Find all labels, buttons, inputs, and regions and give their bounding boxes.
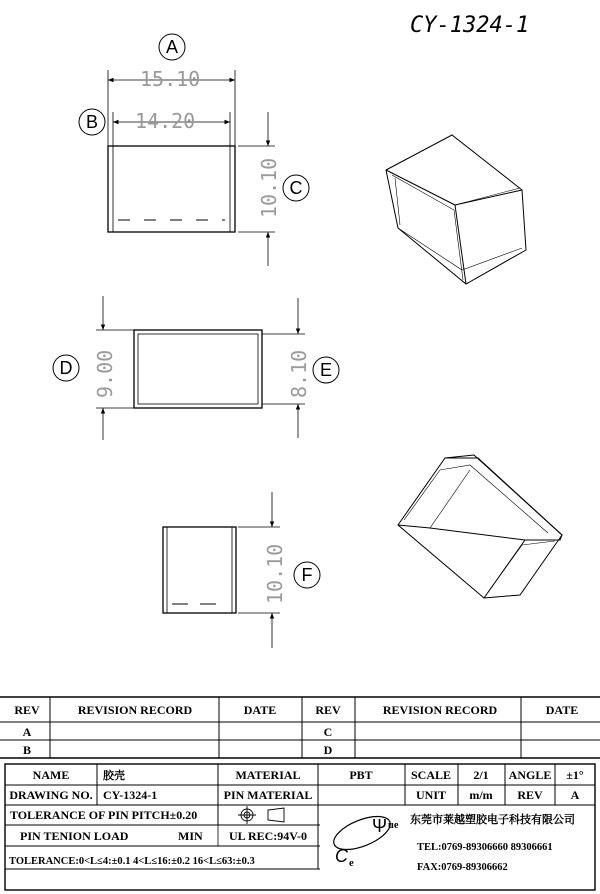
- svg-text:C: C: [289, 178, 303, 198]
- svg-text:F: F: [301, 565, 313, 585]
- dimension-value-f: 10.10: [263, 543, 287, 604]
- tolerance-line: TOLERANCE:0<L≤4:±0.1 4<L≤16:±0.2 16<L≤63:±0.3: [9, 856, 255, 867]
- isometric-view-lower: [398, 455, 562, 598]
- rev-header-date-left: DATE: [243, 703, 277, 717]
- callout-d: [53, 355, 79, 381]
- company-fax: FAX:0769-89306662: [417, 862, 508, 873]
- unit-label: UNIT: [415, 788, 447, 802]
- company-logo: [329, 810, 399, 869]
- angle-label: ANGLE: [508, 768, 552, 782]
- front-view: [93, 296, 311, 440]
- name-value: 胶壳: [103, 769, 125, 782]
- rev-header-record-left: REVISION RECORD: [77, 703, 193, 717]
- unit-value: m/m: [469, 788, 493, 802]
- rev-row-c: C: [323, 725, 333, 739]
- rev-header-record-right: REVISION RECORD: [382, 703, 498, 717]
- callout-b: [79, 109, 105, 135]
- svg-text:A: A: [165, 37, 179, 57]
- scale-value: 2/1: [473, 768, 489, 782]
- svg-text:e: e: [349, 858, 354, 869]
- callout-e: [313, 357, 339, 383]
- svg-text:D: D: [59, 358, 73, 378]
- side-view: [163, 492, 287, 648]
- material-value: PBT: [349, 768, 373, 782]
- pin-tension-load: PIN TENION LOAD: [20, 829, 129, 843]
- ul-rec: UL REC:94V-0: [228, 829, 308, 843]
- dimension-value-b: 14.20: [135, 109, 196, 133]
- pin-material-label: PIN MATERIAL: [223, 788, 313, 802]
- drawing-no-value: CY-1324-1: [103, 788, 158, 802]
- dimension-value-a: 15.10: [140, 67, 201, 91]
- rev-header-rev-right: REV: [315, 703, 341, 717]
- rev-header-rev-left: REV: [14, 703, 40, 717]
- svg-text:B: B: [85, 112, 99, 132]
- top-view: [108, 67, 281, 266]
- callout-f: [294, 562, 320, 588]
- callout-a: [159, 34, 185, 60]
- drawing-no-label: DRAWING NO.: [9, 788, 93, 802]
- rev-row-a: A: [22, 725, 32, 739]
- name-label: NAME: [32, 768, 70, 782]
- rev-value: A: [570, 788, 580, 802]
- material-label: MATERIAL: [235, 768, 301, 782]
- rev-header-date-right: DATE: [545, 703, 579, 717]
- svg-text:E: E: [319, 360, 333, 380]
- company-tel: TEL:0769-89306660 89306661: [417, 842, 553, 853]
- dimension-value-c: 10.10: [257, 157, 281, 218]
- dimension-value-d: 9.00: [93, 349, 117, 398]
- drawing-number-title: CY-1324-1: [410, 13, 530, 38]
- isometric-view-upper: [386, 135, 526, 284]
- rev-row-d: D: [323, 743, 333, 757]
- svg-text:ue: ue: [388, 820, 399, 831]
- rev-label: REV: [517, 788, 543, 802]
- angle-value: ±1°: [566, 768, 584, 782]
- rev-row-b: B: [22, 743, 32, 757]
- projection-symbol-icon: [238, 806, 284, 824]
- company-name: 东莞市莱越塑胶电子科技有限公司: [410, 813, 575, 826]
- svg-text:Ψ: Ψ: [372, 816, 388, 836]
- callout-c: [283, 175, 309, 201]
- scale-label: SCALE: [410, 768, 452, 782]
- min-label: MIN: [178, 829, 203, 843]
- dimension-value-e: 8.10: [287, 349, 311, 398]
- pin-pitch-tolerance: TOLERANCE OF PIN PITCH±0.20: [10, 808, 198, 822]
- svg-text:C: C: [335, 846, 348, 866]
